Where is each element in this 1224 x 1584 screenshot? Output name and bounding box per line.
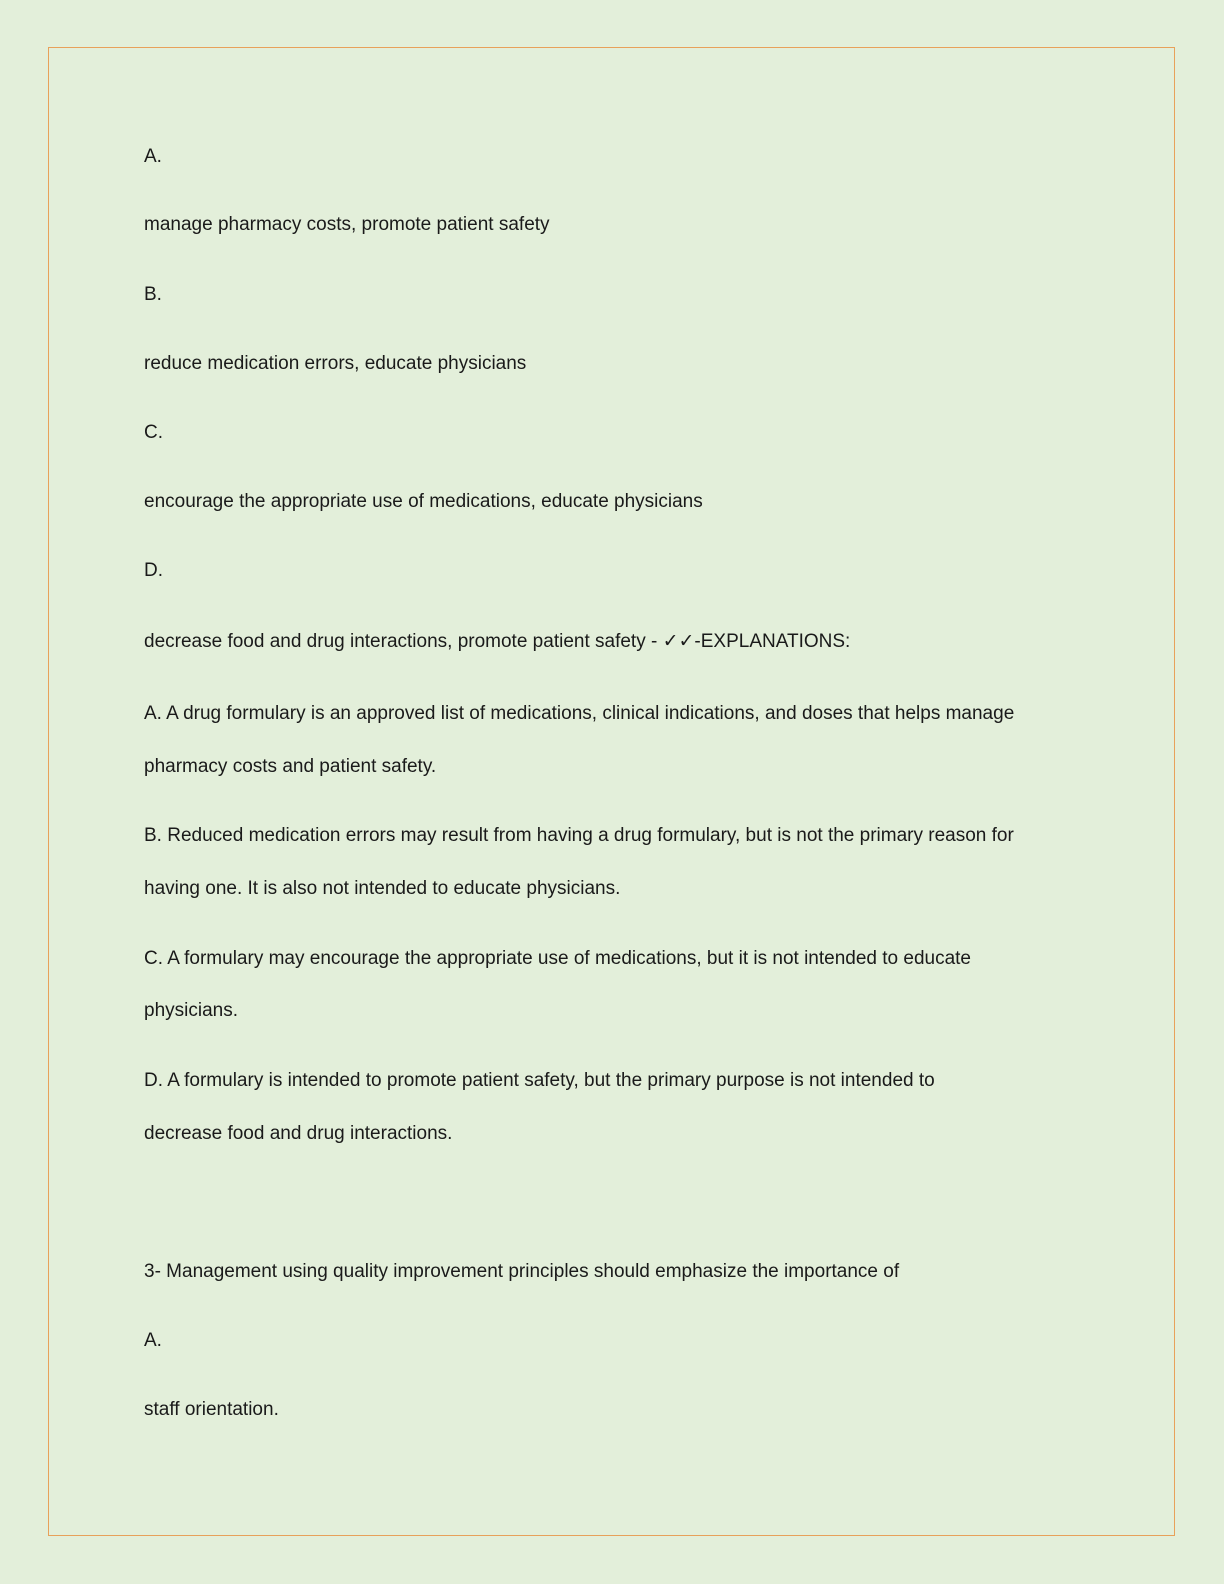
question-3-option-text-a: staff orientation. (144, 1399, 279, 1420)
option-label-a: A. (144, 146, 162, 167)
explanation-d-line-2: decrease food and drug interactions. (144, 1123, 453, 1144)
explanation-b-line-2: having one. It is also not intended to educate physicians. (144, 878, 621, 899)
explanation-c-line-1: C. A formulary may encourage the appropriate use of medications, but it is not intended to educate (144, 948, 971, 969)
option-text-c: encourage the appropriate use of medications, educate physicians (144, 491, 703, 512)
explanation-a-line-2: pharmacy costs and patient safety. (144, 756, 437, 777)
option-text-a: manage pharmacy costs, promote patient safety (144, 214, 550, 235)
option-label-c: C. (144, 422, 163, 443)
option-label-d: D. (144, 560, 163, 581)
explanation-a-line-1: A. A drug formulary is an approved list of medications, clinical indications, and doses that helps manage (144, 703, 1015, 724)
page-border (48, 47, 1175, 1536)
explanation-d-line-1: D. A formulary is intended to promote patient safety, but the primary purpose is not intended to (144, 1070, 935, 1091)
question-3-text: 3- Management using quality improvement principles should emphasize the importance of (144, 1261, 900, 1282)
option-text-d-with-explanations: decrease food and drug interactions, promote patient safety - ✓✓-EXPLANATIONS: (144, 631, 851, 652)
explanation-c-line-2: physicians. (144, 1000, 238, 1021)
explanation-b-line-1: B. Reduced medication errors may result from having a drug formulary, but is not the primary reason for (144, 825, 1014, 846)
option-text-b: reduce medication errors, educate physicians (144, 353, 527, 374)
option-label-b: B. (144, 284, 162, 305)
question-3-option-label-a: A. (144, 1330, 162, 1351)
